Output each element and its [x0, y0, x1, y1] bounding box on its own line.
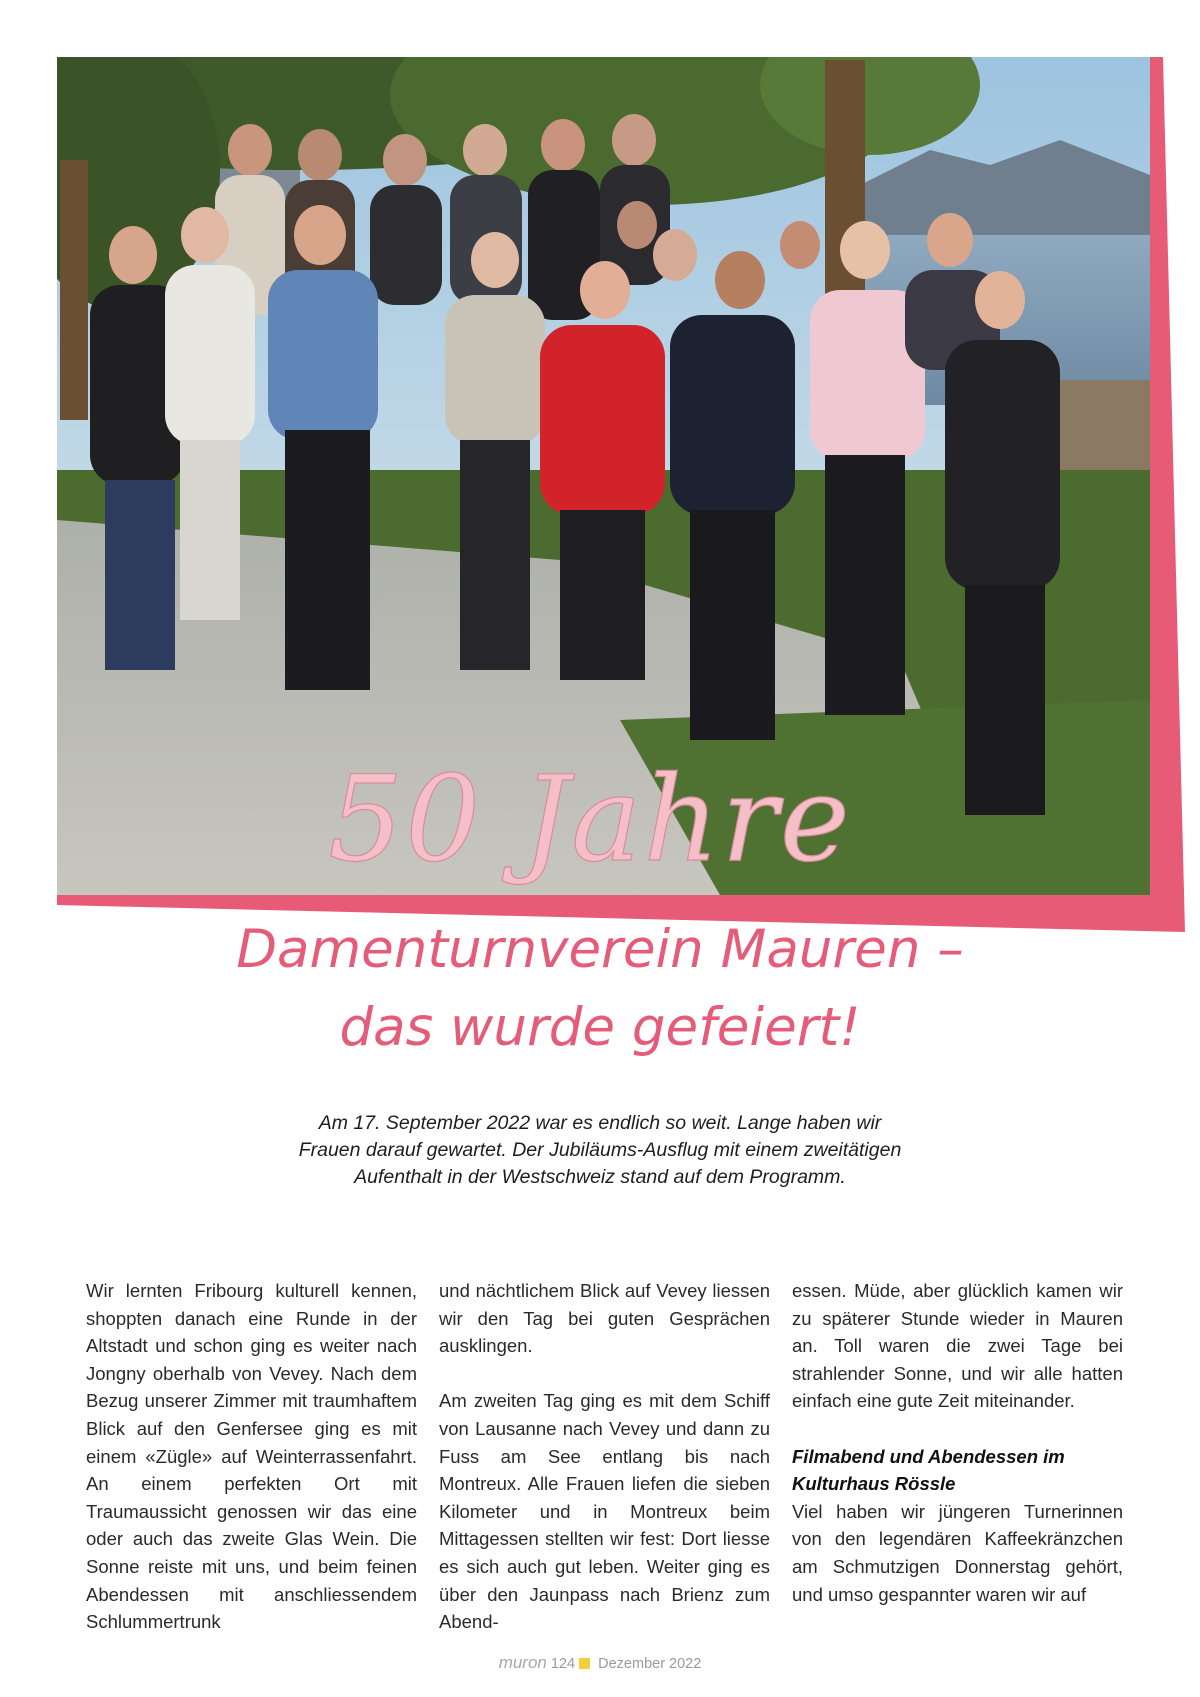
lead-line: Frauen darauf gewartet. Der Jubiläums-Ausflug mit einem zweitätigen	[298, 1139, 902, 1161]
page-footer	[0, 1653, 1200, 1673]
square-icon	[579, 1658, 590, 1669]
article-column-3	[792, 1277, 1123, 1608]
headline-line-1: Damenturnverein Mauren –	[236, 919, 964, 980]
paragraph: Wir lernten Fribourg kulturell kennen, shoppten danach eine Runde in der Altstadt und schon ging es weiter nach Jongny oberhalb von Vevey. Nach dem Bezug unserer Zimmer mit traumhaftem Blick auf den Genfersee ging es mit einem «Zügle» auf Weinterrassenfahrt. An einem perfekten Ort mit Traumaussicht genossen wir das eine oder auch das zweite Glas Wein. Die Sonne reiste mit uns, und beim feinen Abendessen mit anschliessendem Schlummertrunk	[86, 1280, 417, 1633]
article-column-1	[86, 1277, 417, 1636]
lead-line: Aufenthalt in der Westschweiz stand auf dem Programm.	[354, 1166, 846, 1188]
lead-paragraph	[170, 1110, 1030, 1191]
paragraph: Viel haben wir jüngeren Turnerinnen von den legendären Kaffeekränzchen am Schmutzigen Donnerstag gehört, und umso gespannter waren wir auf	[792, 1500, 1123, 1605]
article-column-2	[439, 1277, 770, 1636]
magazine-brand: muron	[498, 1653, 547, 1672]
hero-title: 50 Jahre	[328, 750, 852, 888]
paragraph: essen. Müde, aber glücklich kamen wir zu späterer Stunde wieder in Mauren an. Toll waren die zwei Tage bei strahlender Sonne, und wir alle hatten einfach eine gute Zeit miteinander.	[792, 1280, 1123, 1412]
issue-number: 124	[550, 1656, 576, 1672]
issue-date: Dezember 2022	[598, 1656, 702, 1672]
lead-line: Am 17. September 2022 war es endlich so weit. Lange haben wir	[318, 1112, 882, 1134]
paragraph: und nächtlichem Blick auf Vevey liessen wir den Tag bei guten Gesprächen ausklingen.	[439, 1280, 770, 1357]
paragraph: Am zweiten Tag ging es mit dem Schiff von Lausanne nach Vevey und dann zu Fuss am See entlang bis nach Montreux. Alle Frauen liefen die sieben Kilometer und in Montreux beim Mittagessen stellten wir fest: Dort liesse es sich auch gut leben. Weiter ging es über den Jaunpass nach Brienz zum Abend-	[439, 1390, 770, 1633]
headline-line-2: das wurde gefeiert!	[339, 997, 861, 1058]
section-subheading: Filmabend und Abendessen im Kulturhaus Rössle	[792, 1445, 1065, 1495]
